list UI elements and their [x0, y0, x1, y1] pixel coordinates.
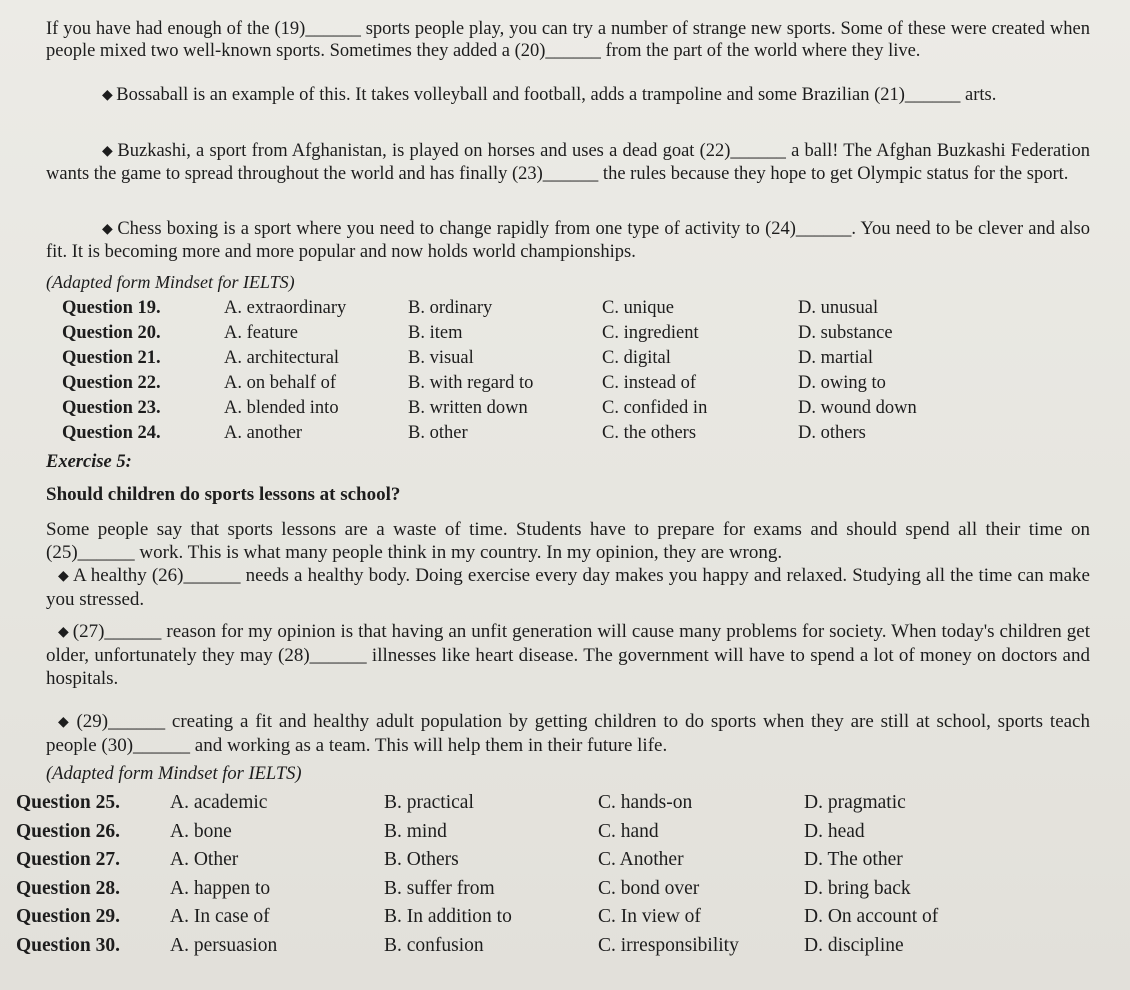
option-a[interactable]: A. Other	[170, 849, 239, 870]
option-c[interactable]: C. bond over	[598, 877, 700, 899]
option-a[interactable]: A. happen to	[170, 877, 271, 899]
question-row	[16, 792, 1116, 818]
option-a[interactable]: A. architectural	[224, 348, 340, 368]
question-row	[16, 906, 1116, 932]
option-b[interactable]: B. practical	[384, 792, 474, 813]
question-row	[62, 298, 1102, 322]
option-b[interactable]: B. item	[408, 323, 463, 343]
option-c[interactable]: C. the others	[602, 423, 697, 443]
question-row	[62, 398, 1102, 422]
question-row	[16, 935, 1116, 961]
option-d[interactable]: D. unusual	[798, 298, 879, 318]
option-d[interactable]: D. wound down	[798, 398, 917, 418]
option-d[interactable]: D. On account of	[804, 906, 939, 927]
question-row	[62, 423, 1102, 447]
option-b[interactable]: B. mind	[384, 820, 447, 842]
option-d[interactable]: D. head	[804, 820, 865, 842]
option-b[interactable]: B. other	[408, 423, 468, 443]
option-d[interactable]: D. The other	[804, 849, 903, 870]
option-a[interactable]: A. blended into	[224, 398, 339, 418]
question-label: Question 28.	[16, 877, 121, 899]
question-label: Question 26.	[16, 820, 121, 842]
option-b[interactable]: B. confusion	[384, 934, 484, 956]
option-b[interactable]: B. written down	[408, 398, 528, 418]
option-c[interactable]: C. instead of	[602, 373, 697, 393]
option-a[interactable]: A. In case of	[170, 906, 270, 927]
exercise5-bullet-healthy	[46, 564, 1090, 611]
exercise5-bullet1-text: ◆ A healthy (26)______ needs a healthy body. Doing exercise every day makes you happy and relaxed. Studying all the time can make you stressed.	[46, 564, 1090, 611]
question-label: Question 23.	[62, 398, 161, 418]
question-row	[62, 323, 1102, 347]
option-d[interactable]: D. martial	[798, 348, 874, 368]
question-row	[16, 878, 1116, 904]
question-label: Question 30.	[16, 934, 121, 956]
option-b[interactable]: B. visual	[408, 348, 474, 368]
option-c[interactable]: C. confided in	[602, 398, 708, 418]
passage1-bullet2-text: ◆ Buzkashi, a sport from Afghanistan, is played on horses and uses a dead goat (22)______ a ball! The Afghan Buzkashi Federation wants the game to spread throughout the world and has finally (23)______ the rules because they hope to get Olympic status for the sport.	[46, 140, 1090, 185]
option-c[interactable]: C. Another	[598, 849, 684, 870]
exercise5-bullet2-text: ◆ (27)______ reason for my opinion is that having an unfit generation will cause many problems for society. When today's children get older, unfortunately they may (28)______ illnesses like heart disease. The government will have to spend a lot of money on doctors and hospitals.	[46, 620, 1090, 690]
option-c[interactable]: C. irresponsibility	[598, 934, 739, 956]
option-a[interactable]: A. feature	[224, 323, 298, 343]
exercise5-intro	[46, 518, 1090, 564]
question-label: Question 27.	[16, 849, 121, 870]
question-label: Question 29.	[16, 906, 121, 927]
option-a[interactable]: A. academic	[170, 792, 268, 813]
option-c[interactable]: C. ingredient	[602, 323, 699, 343]
option-b[interactable]: B. In addition to	[384, 906, 512, 927]
exercise5-intro-text: Some people say that sports lessons are a waste of time. Students have to prepare for exams and should spend all their time on (25)______ work. This is what many people think in my country. In my opinion, they are wrong.	[46, 519, 1090, 563]
option-c[interactable]: C. hand	[598, 820, 659, 842]
option-a[interactable]: A. bone	[170, 820, 232, 842]
question-row	[16, 821, 1116, 847]
option-d[interactable]: D. others	[798, 423, 866, 443]
question-label: Question 24.	[62, 423, 161, 443]
exercise5-bullet-fit	[46, 710, 1090, 757]
passage1-bullet-buzkashi	[46, 140, 1090, 185]
option-a[interactable]: A. persuasion	[170, 934, 278, 956]
exercise5-source: (Adapted form Mindset for IELTS)	[46, 764, 302, 784]
option-d[interactable]: D. owing to	[798, 373, 886, 393]
option-c[interactable]: C. digital	[602, 348, 671, 368]
passage1-source: (Adapted form Mindset for IELTS)	[46, 272, 295, 292]
question-label: Question 22.	[62, 373, 161, 393]
passage1-bullet-chessboxing	[46, 218, 1090, 263]
option-b[interactable]: B. ordinary	[408, 298, 493, 318]
passage1-bullet3-text: ◆ Chess boxing is a sport where you need to change rapidly from one type of activity to (24)______. You need to be clever and also fit. It is becoming more and more popular and now holds world championships.	[46, 218, 1090, 263]
passage1-intro-text: If you have had enough of the (19)______ sports people play, you can try a number of strange new sports. Some of these were created when people mixed two well-known sports. Sometimes they added a (20)______ from the part of the world where they live.	[46, 19, 1090, 61]
option-b[interactable]: B. suffer from	[384, 877, 495, 899]
option-a[interactable]: A. another	[224, 423, 303, 443]
option-c[interactable]: C. hands-on	[598, 792, 693, 813]
question-row	[62, 348, 1102, 372]
option-a[interactable]: A. on behalf of	[224, 373, 336, 393]
question-label: Question 20.	[62, 323, 161, 343]
passage1-bullet-bossaball	[46, 84, 1090, 107]
option-d[interactable]: D. pragmatic	[804, 792, 906, 813]
exercise5-heading: Should children do sports lessons at school?	[46, 484, 401, 505]
option-c[interactable]: C. unique	[602, 298, 674, 318]
option-d[interactable]: D. substance	[798, 323, 893, 343]
option-d[interactable]: D. discipline	[804, 934, 904, 956]
exercise5-bullet3-text: ◆ (29)______ creating a fit and healthy adult population by getting children to do sports when they are still at school, sports teach people (30)______ and working as a team. This will help them in their future life.	[46, 710, 1090, 757]
exercise5-title: Exercise 5:	[46, 452, 132, 472]
option-d[interactable]: D. bring back	[804, 877, 911, 899]
question-label: Question 21.	[62, 348, 161, 368]
passage1-bullet1-text: ◆ Bossaball is an example of this. It takes volleyball and football, adds a trampoline and some Brazilian (21)______ arts.	[46, 84, 1090, 107]
exercise5-bullet-reason	[46, 620, 1090, 690]
option-b[interactable]: B. Others	[384, 849, 459, 870]
option-a[interactable]: A. extraordinary	[224, 298, 347, 318]
option-b[interactable]: B. with regard to	[408, 373, 534, 393]
question-row	[16, 849, 1116, 875]
question-label: Question 25.	[16, 792, 121, 813]
question-label: Question 19.	[62, 298, 161, 318]
question-row	[62, 373, 1102, 397]
passage1-intro	[46, 18, 1090, 62]
option-c[interactable]: C. In view of	[598, 906, 701, 927]
